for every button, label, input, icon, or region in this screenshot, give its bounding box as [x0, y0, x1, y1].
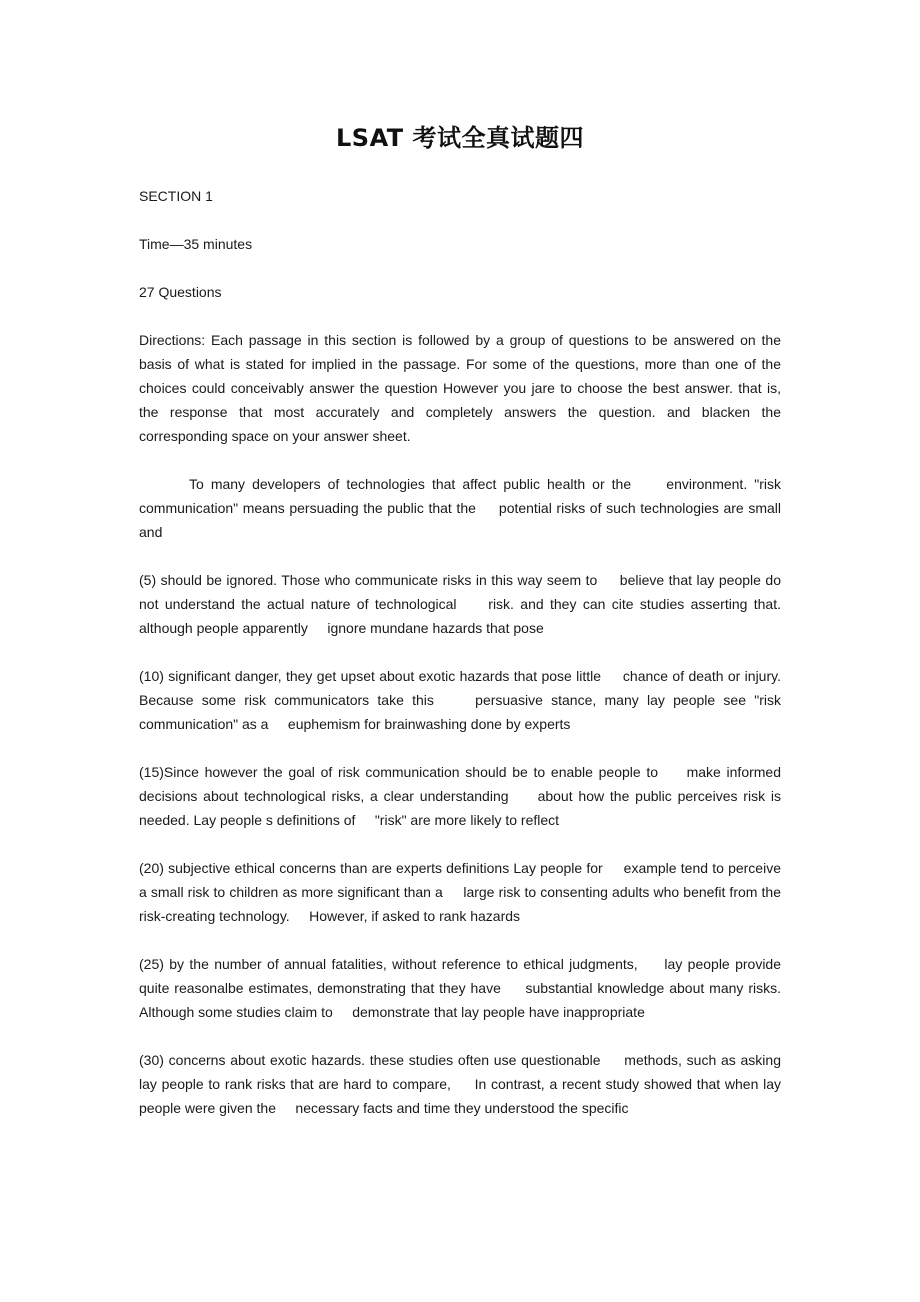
document-title: LSAT 考试全真试题四	[335, 124, 584, 152]
time-limit: Time—35 minutes	[139, 236, 253, 252]
document-body	[139, 184, 785, 1144]
passage-paragraph-5: (5) should be ignored. Those who communicate risks in this way seem to believe that lay people do not understand the actual nature of technological risk. and they can cite studies asserting that. although people apparently ignore mundane hazards that pose	[139, 572, 785, 636]
passage-paragraph-10: (10) significant danger, they get upset about exotic hazards that pose little chance of death or injury. Because some risk communicators take this persuasive stance, many lay people see "risk communication" as a euphemism for brainwashing done by experts	[139, 668, 785, 732]
directions-paragraph: Directions: Each passage in this section is followed by a group of questions to be answered on the basis of what is stated for implied in the passage. For some of the questions, more than one of the choices could conceivably answer the question However you jare to choose the best answer. that is, the response that most accurately and completely answers the question. and blacken the corresponding space on your answer sheet.	[139, 332, 781, 444]
section-heading: SECTION 1	[139, 188, 213, 204]
passage-paragraph-30: (30) concerns about exotic hazards. these studies often use questionable methods, such as asking lay people to rank risks that are hard to compare, In contrast, a recent study showed that when lay people were given the necessary facts and time they understood the specific	[139, 1052, 785, 1116]
passage-paragraph-20: (20) subjective ethical concerns than are experts definitions Lay people for example tend to perceive a small risk to children as more significant than a large risk to consenting adults who benefit from the risk-creating technology. However, if asked to rank hazards	[139, 860, 785, 924]
passage-paragraph-15: (15)Since however the goal of risk communication should be to enable people to make informed decisions about technological risks, a clear understanding about how the public perceives risk is needed. Lay people s definitions of "risk" are more likely to reflect	[139, 764, 785, 828]
passage-paragraph-25: (25) by the number of annual fatalities, without reference to ethical judgments, lay people provide quite reasonalbe estimates, demonstrating that they have substantial knowledge about many risks. Although some studies claim to demonstrate that lay people have inappropriate	[139, 956, 785, 1020]
question-count: 27 Questions	[139, 284, 222, 300]
passage-paragraph-1: To many developers of technologies that affect public health or the environment. "risk communication" means persuading the public that the potential risks of such technologies are small and	[139, 476, 785, 540]
